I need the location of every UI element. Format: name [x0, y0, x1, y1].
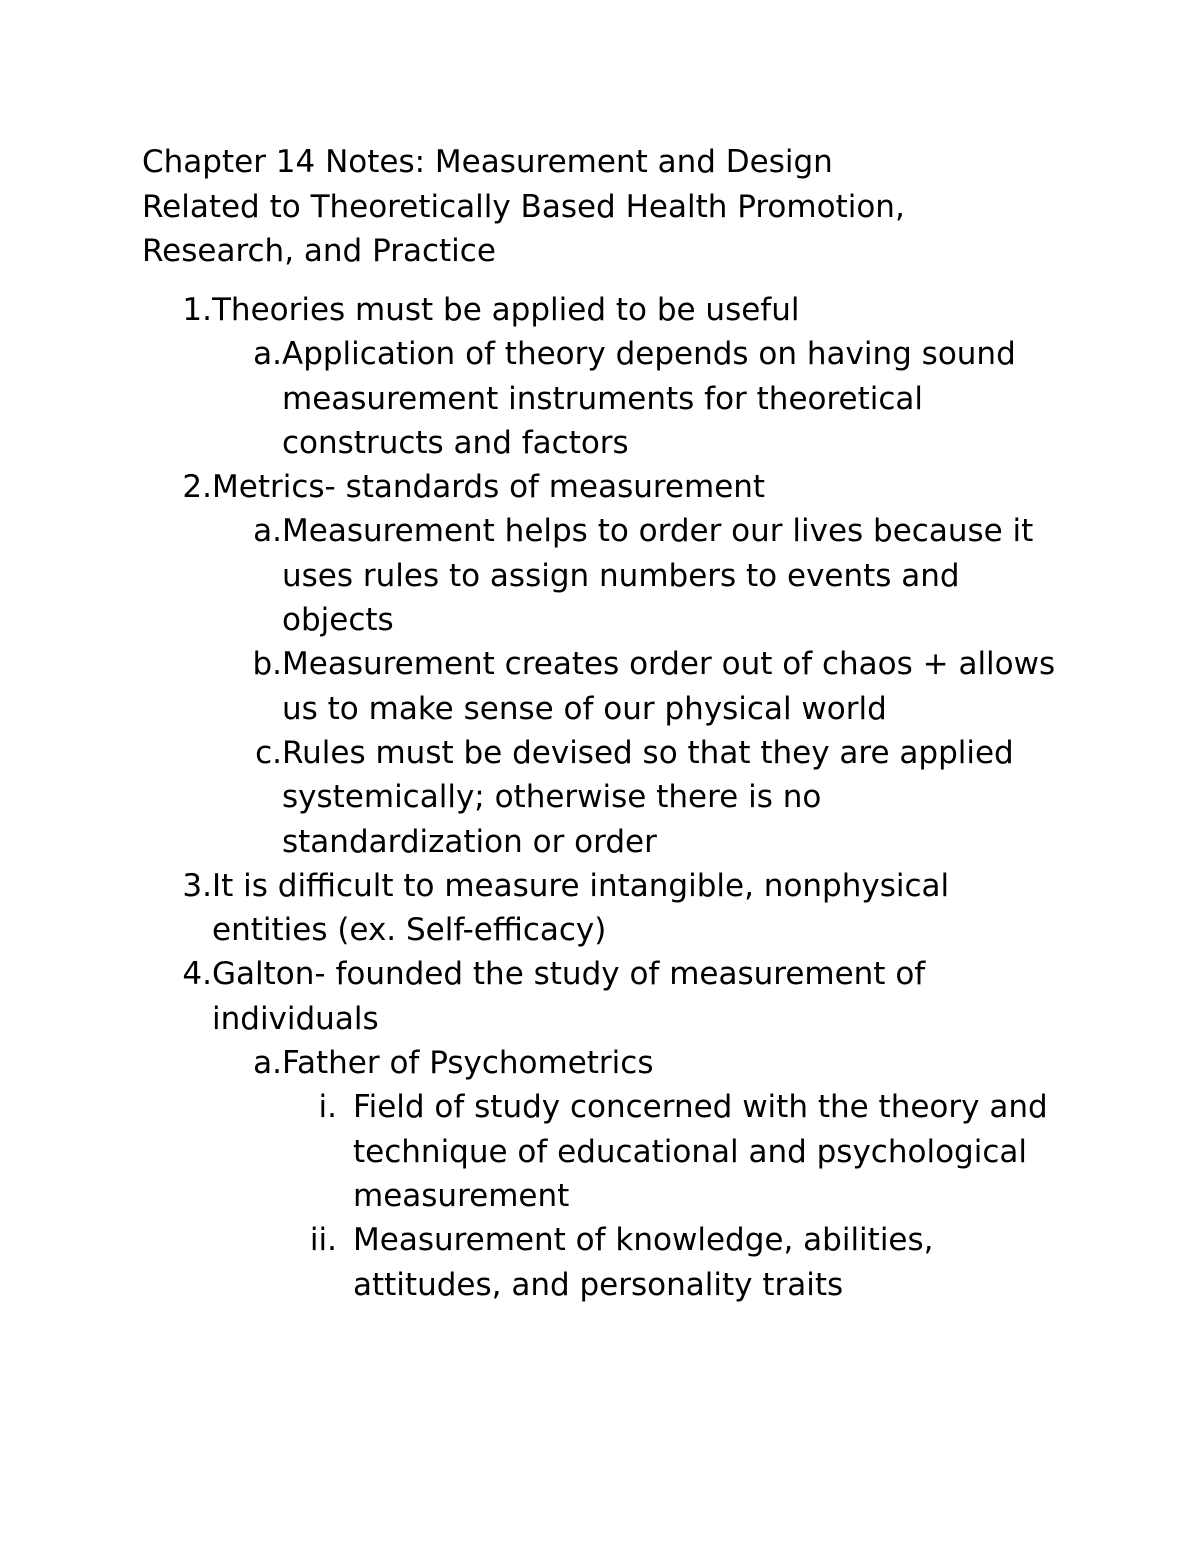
title-line: Chapter 14 Notes: Measurement and Design [142, 144, 833, 180]
item-letter: b. [252, 646, 282, 683]
item-text: Measurement of knowledge, abilities, attitudes, and personality traits [353, 1222, 934, 1303]
item-number: 1. [182, 292, 212, 328]
outline-subitem [0, 731, 1200, 864]
item-letter: a. [253, 336, 282, 373]
title-line: Research, and Practice [142, 233, 496, 269]
outline-subitem [0, 642, 1200, 731]
page-title [142, 140, 1102, 274]
item-roman: ii. [309, 1222, 337, 1259]
item-text: It is difficult to measure intangible, nonphysical entities (ex. Self-efficacy) [212, 867, 950, 949]
outline-item [0, 288, 1200, 332]
outline-subitem [0, 332, 1200, 465]
item-text: Application of theory depends on having sound measurement instruments for theoretical constructs and factors [282, 336, 1016, 461]
title-line: Related to Theoretically Based Health Promotion, [142, 188, 905, 225]
item-roman: i. [318, 1089, 337, 1126]
item-letter: a. [253, 513, 282, 550]
outline-item [0, 952, 1200, 1041]
item-text: Galton- founded the study of measurement of individuals [212, 956, 926, 1037]
outline-subsubitem [0, 1085, 1200, 1218]
outline-subitem [0, 509, 1200, 642]
item-number: 3. [182, 867, 212, 904]
outline-subsubitem [0, 1218, 1200, 1307]
item-text: Rules must be devised so that they are applied systemically; otherwise there is no standardization or order [282, 734, 1014, 860]
outline-subitem [0, 1041, 1200, 1085]
item-number: 2. [182, 469, 212, 506]
notes-outline [0, 288, 1200, 1307]
item-letter: a. [253, 1045, 282, 1082]
item-text: Measurement helps to order our lives because it uses rules to assign numbers to events and objects [282, 513, 1034, 639]
outline-item [0, 465, 1200, 509]
item-letter: c. [255, 734, 282, 771]
outline-item [0, 864, 1200, 953]
item-text: Measurement creates order out of chaos + allows us to make sense of our physical world [282, 646, 1056, 727]
item-text: Metrics- standards of measurement [212, 469, 766, 506]
item-number: 4. [182, 956, 212, 993]
item-text: Field of study concerned with the theory and technique of educational and psychological measurement [353, 1089, 1048, 1214]
item-text: Theories must be applied to be useful [212, 292, 800, 328]
item-text: Father of Psychometrics [282, 1045, 654, 1082]
